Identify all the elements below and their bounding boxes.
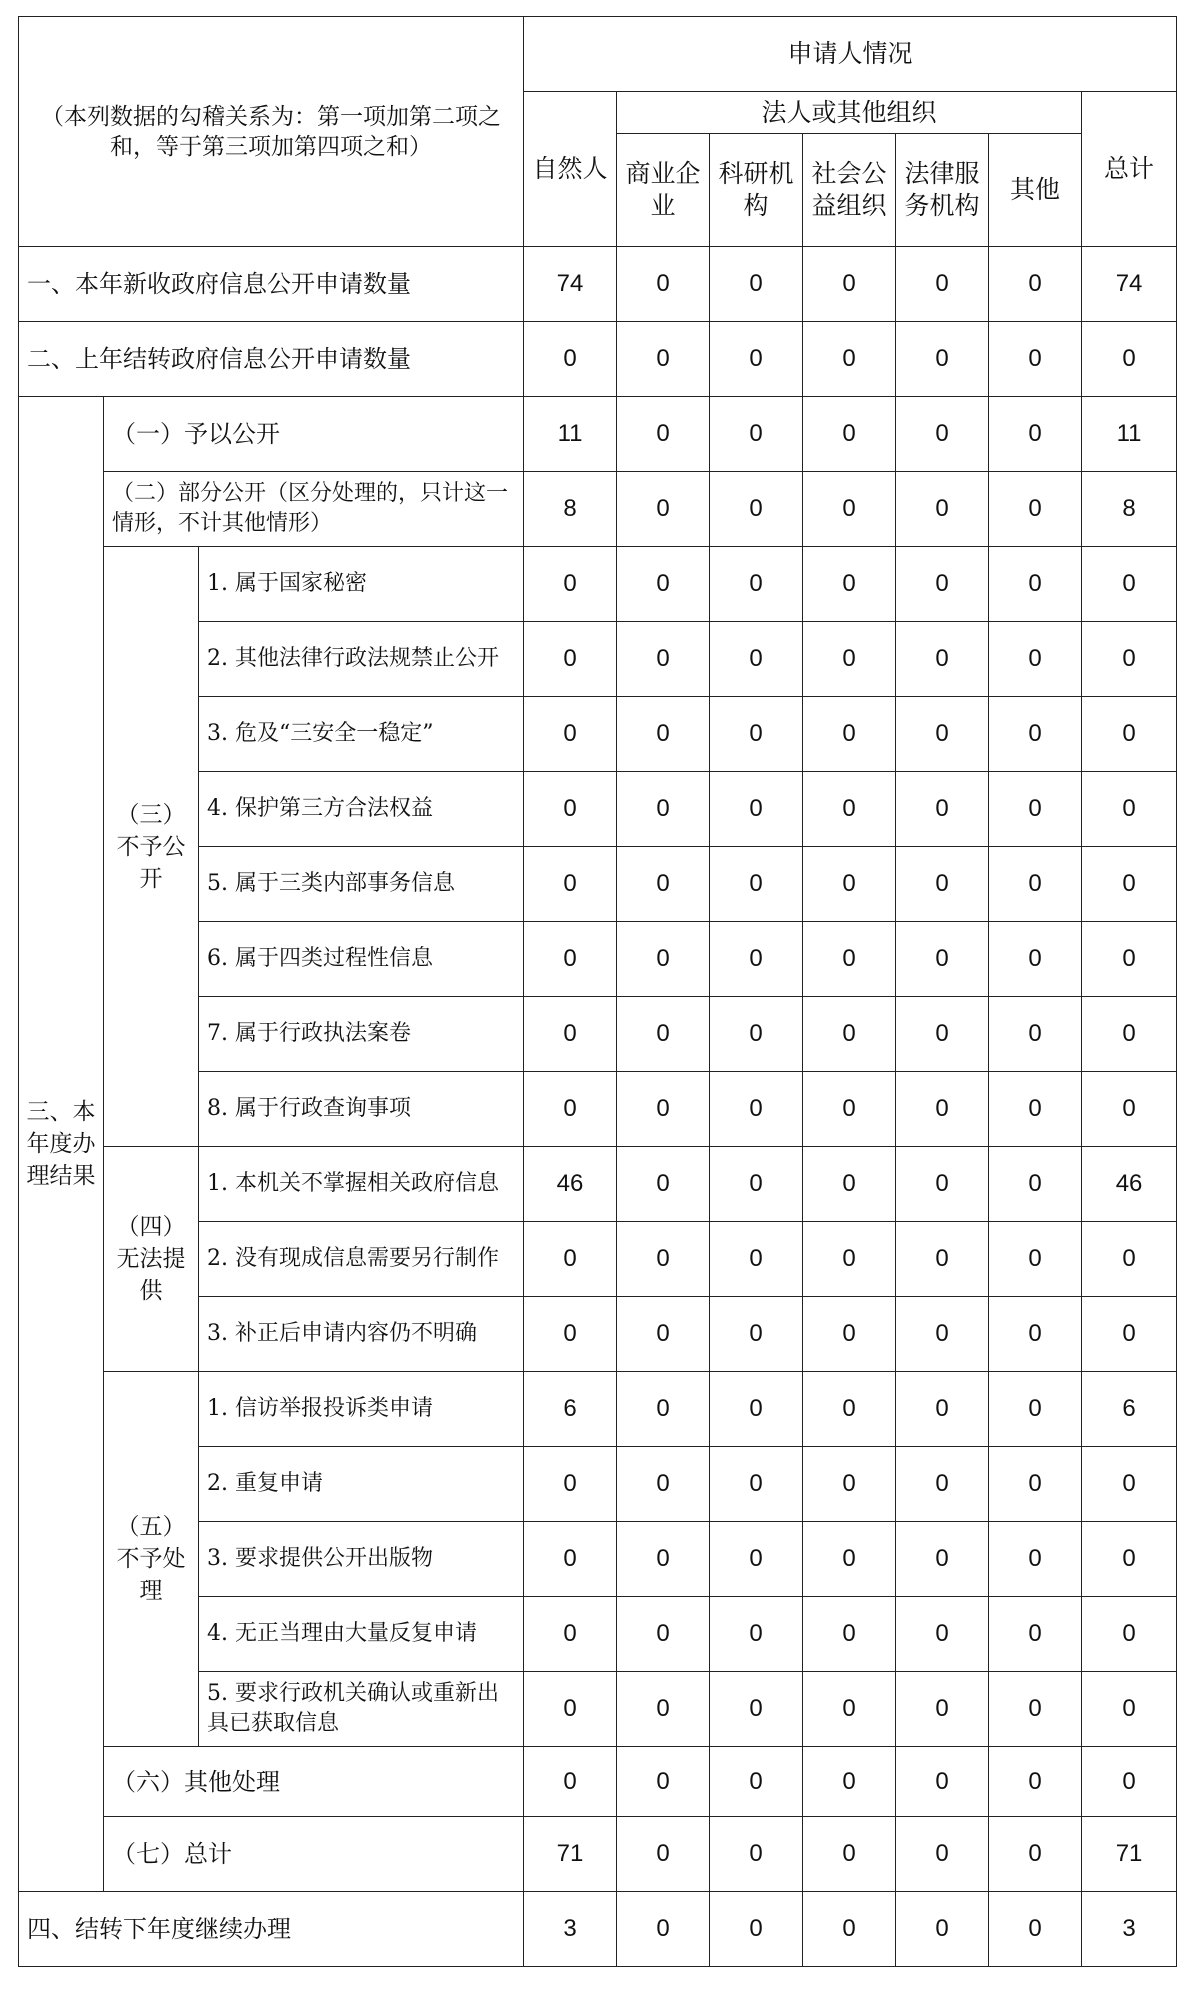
- cell-value: 0: [896, 1072, 989, 1147]
- table-row: [19, 1747, 1177, 1817]
- cell-value: 0: [989, 1672, 1082, 1747]
- cell-value: 0: [989, 547, 1082, 622]
- cell-value: 0: [989, 1817, 1082, 1892]
- cell-value: 0: [896, 847, 989, 922]
- cell-value: 0: [617, 1072, 710, 1147]
- cell-value: 0: [989, 1297, 1082, 1372]
- cell-value: 8: [524, 472, 617, 547]
- cell-value: 0: [524, 772, 617, 847]
- cell-value: 0: [524, 547, 617, 622]
- cell-value: 0: [896, 1372, 989, 1447]
- cell-value: 0: [1082, 322, 1177, 397]
- cell-value: 74: [1082, 247, 1177, 322]
- cell-value: 0: [803, 1522, 896, 1597]
- cell-value: 0: [710, 1522, 803, 1597]
- cell-value: 0: [803, 1072, 896, 1147]
- cell-value: 0: [989, 247, 1082, 322]
- cell-value: 0: [896, 1817, 989, 1892]
- cell-value: 0: [896, 1222, 989, 1297]
- cell-value: 0: [803, 547, 896, 622]
- cell-value: 0: [896, 322, 989, 397]
- cell-value: 0: [989, 1072, 1082, 1147]
- cell-value: 0: [803, 322, 896, 397]
- row-label: 8. 属于行政查询事项: [199, 1072, 524, 1147]
- table-row: [19, 1892, 1177, 1967]
- cell-value: 0: [989, 1597, 1082, 1672]
- cell-value: 0: [710, 1072, 803, 1147]
- row-label: （七）总计: [104, 1817, 524, 1892]
- cell-value: 0: [803, 772, 896, 847]
- cell-value: 0: [617, 922, 710, 997]
- cell-value: 0: [1082, 922, 1177, 997]
- cell-value: 0: [989, 322, 1082, 397]
- cell-value: 0: [803, 472, 896, 547]
- cell-value: 0: [524, 1522, 617, 1597]
- cell-value: 71: [1082, 1817, 1177, 1892]
- cell-value: 0: [710, 397, 803, 472]
- cell-value: 71: [524, 1817, 617, 1892]
- cell-value: 0: [803, 247, 896, 322]
- cell-value: 0: [803, 1372, 896, 1447]
- cell-value: 0: [1082, 1597, 1177, 1672]
- cell-value: 3: [524, 1892, 617, 1967]
- row-label: 1. 信访举报投诉类申请: [199, 1372, 524, 1447]
- cell-value: 0: [896, 1447, 989, 1522]
- cell-value: 46: [524, 1147, 617, 1222]
- row-label: 2. 其他法律行政法规禁止公开: [199, 622, 524, 697]
- cell-value: 0: [989, 922, 1082, 997]
- cell-value: 0: [617, 1817, 710, 1892]
- cell-value: 0: [989, 997, 1082, 1072]
- cell-value: 0: [989, 1222, 1082, 1297]
- cell-value: 0: [524, 1297, 617, 1372]
- cell-value: 11: [1082, 397, 1177, 472]
- cell-value: 0: [803, 1297, 896, 1372]
- table-row: [19, 1817, 1177, 1892]
- cell-value: 0: [803, 1817, 896, 1892]
- cell-value: 0: [989, 1372, 1082, 1447]
- header-legal-or-other: 法人或其他组织: [617, 92, 1082, 134]
- row-label: （一）予以公开: [104, 397, 524, 472]
- cell-value: 0: [524, 847, 617, 922]
- cell-value: 0: [1082, 997, 1177, 1072]
- cell-value: 0: [710, 1297, 803, 1372]
- cell-value: 0: [710, 1892, 803, 1967]
- cell-value: 0: [896, 697, 989, 772]
- row-label: 5. 属于三类内部事务信息: [199, 847, 524, 922]
- cell-value: 0: [989, 1747, 1082, 1817]
- cell-value: 74: [524, 247, 617, 322]
- cell-value: 0: [524, 1672, 617, 1747]
- cell-value: 0: [803, 1147, 896, 1222]
- cell-value: 0: [896, 1297, 989, 1372]
- cell-value: 0: [989, 1522, 1082, 1597]
- cell-value: 0: [896, 1597, 989, 1672]
- cell-value: 0: [710, 1372, 803, 1447]
- cell-value: 0: [1082, 1672, 1177, 1747]
- header-sub-research: 科研机构: [710, 134, 803, 247]
- group5-label: （五）不予处理: [104, 1372, 199, 1747]
- cell-value: 0: [803, 922, 896, 997]
- cell-value: 0: [896, 1522, 989, 1597]
- gov-info-disclosure-table: [18, 16, 1177, 1967]
- cell-value: 0: [710, 997, 803, 1072]
- cell-value: 6: [1082, 1372, 1177, 1447]
- cell-value: 0: [524, 697, 617, 772]
- cell-value: 0: [617, 472, 710, 547]
- row-label: 一、本年新收政府信息公开申请数量: [19, 247, 524, 322]
- cell-value: 0: [710, 1222, 803, 1297]
- row-label: 3. 要求提供公开出版物: [199, 1522, 524, 1597]
- cell-value: 0: [710, 547, 803, 622]
- cell-value: 3: [1082, 1892, 1177, 1967]
- table-row: [19, 247, 1177, 322]
- cell-value: 0: [1082, 1522, 1177, 1597]
- cell-value: 0: [524, 1747, 617, 1817]
- cell-value: 0: [896, 772, 989, 847]
- cell-value: 0: [524, 922, 617, 997]
- cell-value: 0: [710, 472, 803, 547]
- row-label: 二、上年结转政府信息公开申请数量: [19, 322, 524, 397]
- cell-value: 8: [1082, 472, 1177, 547]
- cell-value: 0: [989, 1892, 1082, 1967]
- cell-value: 0: [710, 847, 803, 922]
- cell-value: 0: [617, 247, 710, 322]
- cell-value: 6: [524, 1372, 617, 1447]
- cell-value: 0: [617, 1597, 710, 1672]
- table-row: [19, 397, 1177, 472]
- cell-value: 0: [989, 697, 1082, 772]
- header-sub-public-welfare: 社会公益组织: [803, 134, 896, 247]
- cell-value: 0: [1082, 772, 1177, 847]
- cell-value: 0: [803, 622, 896, 697]
- cell-value: 0: [710, 322, 803, 397]
- cell-value: 0: [803, 1597, 896, 1672]
- cell-value: 0: [710, 1447, 803, 1522]
- cell-value: 0: [989, 472, 1082, 547]
- cell-value: 0: [1082, 622, 1177, 697]
- cell-value: 0: [803, 1672, 896, 1747]
- header-natural-person: 自然人: [524, 92, 617, 247]
- cell-value: 0: [710, 622, 803, 697]
- header-row-1: [19, 17, 1177, 92]
- cell-value: 0: [803, 1747, 896, 1817]
- cell-value: 0: [989, 847, 1082, 922]
- table-row: [19, 547, 1177, 622]
- cell-value: 0: [710, 922, 803, 997]
- cell-value: 0: [617, 1222, 710, 1297]
- row-label: 3. 危及“三安全一稳定”: [199, 697, 524, 772]
- cell-value: 0: [524, 622, 617, 697]
- cell-value: 0: [989, 1147, 1082, 1222]
- row-label: 四、结转下年度继续办理: [19, 1892, 524, 1967]
- header-total: 总计: [1082, 92, 1177, 247]
- row-label: 4. 无正当理由大量反复申请: [199, 1597, 524, 1672]
- cell-value: 0: [617, 322, 710, 397]
- cell-value: 0: [617, 1522, 710, 1597]
- cell-value: 46: [1082, 1147, 1177, 1222]
- cell-value: 0: [617, 547, 710, 622]
- cell-value: 0: [710, 772, 803, 847]
- cell-value: 0: [989, 1447, 1082, 1522]
- section3-label: 三、本年度办理结果: [19, 397, 104, 1892]
- cell-value: 0: [896, 1672, 989, 1747]
- cell-value: 0: [524, 322, 617, 397]
- table-row: [19, 1147, 1177, 1222]
- cell-value: 0: [617, 1447, 710, 1522]
- cell-value: 0: [710, 1147, 803, 1222]
- cell-value: 0: [803, 397, 896, 472]
- cell-value: 0: [617, 1672, 710, 1747]
- cell-value: 0: [803, 1892, 896, 1967]
- cell-value: 0: [1082, 697, 1177, 772]
- row-label: 2. 没有现成信息需要另行制作: [199, 1222, 524, 1297]
- row-label: 3. 补正后申请内容仍不明确: [199, 1297, 524, 1372]
- header-applicant: 申请人情况: [524, 17, 1177, 92]
- group4-label: （四）无法提供: [104, 1147, 199, 1372]
- cell-value: 0: [1082, 1222, 1177, 1297]
- cell-value: 0: [1082, 1747, 1177, 1817]
- cell-value: 0: [617, 772, 710, 847]
- cell-value: 0: [617, 1372, 710, 1447]
- cell-value: 0: [896, 547, 989, 622]
- cell-value: 0: [710, 1597, 803, 1672]
- cell-value: 0: [896, 922, 989, 997]
- cell-value: 0: [1082, 1447, 1177, 1522]
- cell-value: 0: [896, 397, 989, 472]
- header-sub-other: 其他: [989, 134, 1082, 247]
- table-row: [19, 472, 1177, 547]
- cell-value: 0: [989, 772, 1082, 847]
- cell-value: 0: [617, 1747, 710, 1817]
- cell-value: 11: [524, 397, 617, 472]
- cell-value: 0: [524, 997, 617, 1072]
- cell-value: 0: [1082, 1072, 1177, 1147]
- cell-value: 0: [1082, 847, 1177, 922]
- cell-value: 0: [617, 847, 710, 922]
- cell-value: 0: [617, 397, 710, 472]
- cell-value: 0: [803, 847, 896, 922]
- row-label: 1. 本机关不掌握相关政府信息: [199, 1147, 524, 1222]
- cell-value: 0: [617, 622, 710, 697]
- cell-value: 0: [710, 697, 803, 772]
- table-row: [19, 322, 1177, 397]
- cell-value: 0: [896, 1892, 989, 1967]
- cell-value: 0: [710, 1747, 803, 1817]
- cell-value: 0: [524, 1597, 617, 1672]
- cell-value: 0: [710, 1672, 803, 1747]
- cell-value: 0: [524, 1072, 617, 1147]
- cell-value: 0: [803, 697, 896, 772]
- row-label: 1. 属于国家秘密: [199, 547, 524, 622]
- header-sub-business: 商业企业: [617, 134, 710, 247]
- row-label: 6. 属于四类过程性信息: [199, 922, 524, 997]
- cell-value: 0: [1082, 547, 1177, 622]
- cell-value: 0: [524, 1447, 617, 1522]
- cell-value: 0: [989, 397, 1082, 472]
- cell-value: 0: [617, 1297, 710, 1372]
- cell-value: 0: [896, 1747, 989, 1817]
- header-sub-legal-service: 法律服务机构: [896, 134, 989, 247]
- row-label: 7. 属于行政执法案卷: [199, 997, 524, 1072]
- cell-value: 0: [710, 247, 803, 322]
- cell-value: 0: [896, 997, 989, 1072]
- row-label: （六）其他处理: [104, 1747, 524, 1817]
- group3-label: （三）不予公开: [104, 547, 199, 1147]
- cell-value: 0: [617, 1147, 710, 1222]
- cell-value: 0: [896, 1147, 989, 1222]
- cell-value: 0: [710, 1817, 803, 1892]
- row-label: （二）部分公开（区分处理的，只计这一情形，不计其他情形）: [104, 472, 524, 547]
- cell-value: 0: [1082, 1297, 1177, 1372]
- cell-value: 0: [617, 997, 710, 1072]
- row-label: 2. 重复申请: [199, 1447, 524, 1522]
- cell-value: 0: [896, 622, 989, 697]
- cell-value: 0: [803, 1447, 896, 1522]
- cell-value: 0: [803, 1222, 896, 1297]
- cell-value: 0: [617, 1892, 710, 1967]
- cell-value: 0: [896, 247, 989, 322]
- cell-value: 0: [524, 1222, 617, 1297]
- row-label: 4. 保护第三方合法权益: [199, 772, 524, 847]
- table-row: [19, 1372, 1177, 1447]
- cell-value: 0: [896, 472, 989, 547]
- header-note: （本列数据的勾稽关系为：第一项加第二项之和，等于第三项加第四项之和）: [19, 17, 524, 247]
- cell-value: 0: [989, 622, 1082, 697]
- cell-value: 0: [803, 997, 896, 1072]
- row-label: 5. 要求行政机关确认或重新出具已获取信息: [199, 1672, 524, 1747]
- cell-value: 0: [617, 697, 710, 772]
